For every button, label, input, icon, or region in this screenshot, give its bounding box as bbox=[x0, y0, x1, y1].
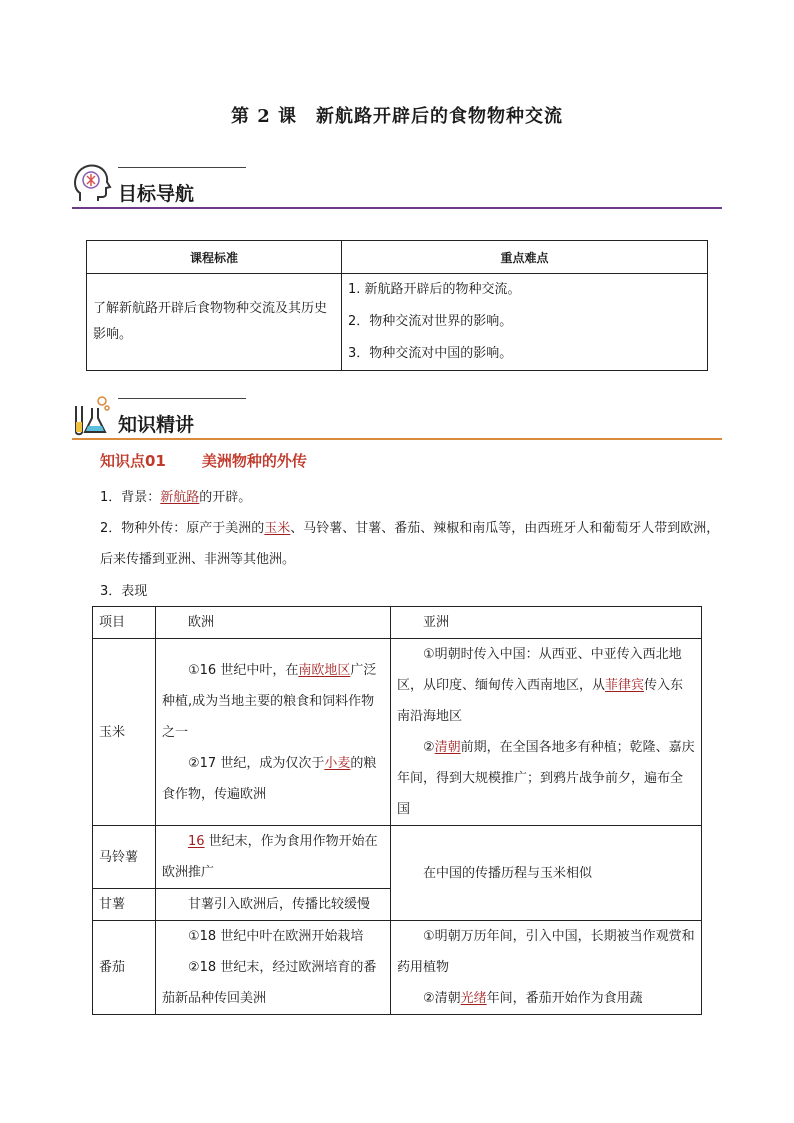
kp-name: 美洲物种的外传 bbox=[201, 452, 307, 470]
potato-sweetpotato-asia: 在中国的传播历程与玉米相似 bbox=[391, 826, 702, 921]
row-label-potato: 马铃薯 bbox=[93, 826, 156, 889]
corn-europe: ①16 世纪中叶，在南欧地区广泛种植,成为当地主要的粮食和饲料作物之一 ②17 世纪，成为仅次于小麦的粮食作物，传遍欧洲 bbox=[156, 639, 391, 826]
key-point: 2．物种交流对世界的影响。 bbox=[348, 314, 513, 329]
text: 1．背景： bbox=[100, 490, 161, 505]
text: 2．物种外传：原产于美洲的 bbox=[100, 521, 265, 536]
keyword: 玉米 bbox=[264, 521, 291, 536]
header-europe: 欧洲 bbox=[156, 607, 391, 639]
keyword: 清朝 bbox=[434, 740, 461, 755]
row-label-corn: 玉米 bbox=[93, 639, 156, 826]
section-heading: 知识精讲 bbox=[118, 414, 195, 436]
key-point: 3．物种交流对中国的影响。 bbox=[348, 346, 513, 361]
brain-head-icon bbox=[72, 163, 112, 205]
performance-label: 3．表现 bbox=[100, 584, 148, 599]
header-topline bbox=[118, 398, 246, 399]
section-divider bbox=[72, 207, 722, 209]
lab-flask-icon bbox=[72, 394, 112, 436]
row-label-sweet-potato: 甘薯 bbox=[93, 889, 156, 921]
header-topline bbox=[118, 167, 246, 168]
row-label-tomato: 番茄 bbox=[93, 921, 156, 1015]
section-header-knowledge bbox=[72, 394, 722, 440]
keyword: 小麦 bbox=[324, 755, 351, 771]
species-table bbox=[92, 606, 702, 1015]
sweet-potato-europe: 甘薯引入欧洲后，传播比较缓慢 bbox=[156, 889, 391, 921]
keyword: 南欧地区 bbox=[298, 662, 351, 678]
keyword: 菲律宾 bbox=[605, 678, 645, 693]
goal-table-keypoints bbox=[342, 274, 708, 371]
section-heading: 目标导航 bbox=[118, 183, 195, 205]
header-asia: 亚洲 bbox=[391, 607, 702, 639]
header-item: 项目 bbox=[93, 607, 156, 639]
background-paragraph bbox=[100, 482, 720, 513]
text: 、马铃薯、甘薯、番茄、辣椒和南瓜等，由西班牙人和葡萄牙人带到欧洲，后来传播到亚洲、非洲等其他洲。 bbox=[100, 521, 720, 567]
section-header-goal bbox=[72, 163, 722, 209]
potato-europe: 16 世纪末，作为食用作物开始在欧洲推广 bbox=[156, 826, 391, 889]
tomato-europe: ①18 世纪中叶在欧洲开始栽培 ②18 世纪末，经过欧洲培育的番茄新品种传回美洲 bbox=[156, 921, 391, 1015]
corn-asia: ①明朝时传入中国：从西亚、中亚传入西北地区，从印度、缅甸传入西南地区，从菲律宾传入东南沿海地区 ②清朝前期，在全国各地多有种植；乾隆、嘉庆年间，得到大规模推广；到鸦片战争前夕，遍布全国 bbox=[391, 639, 702, 826]
goal-table bbox=[86, 240, 708, 371]
goal-table-standard: 了解新航路开辟后食物物种交流及其历史影响。 bbox=[87, 274, 342, 371]
keyword: 16 bbox=[188, 834, 205, 849]
key-point: 1. 新航路开辟后的物种交流。 bbox=[348, 282, 521, 297]
goal-table-header-standard: 课程标准 bbox=[87, 241, 342, 274]
keyword: 新航路 bbox=[160, 490, 200, 505]
knowledge-point-title bbox=[100, 450, 307, 471]
section-divider bbox=[72, 438, 722, 440]
goal-table-header-keypoints: 重点难点 bbox=[342, 241, 708, 274]
spread-paragraph bbox=[100, 513, 720, 575]
text: 的开辟。 bbox=[199, 490, 252, 505]
kp-number: 知识点01 bbox=[100, 452, 166, 470]
tomato-asia: ①明朝万历年间，引入中国，长期被当作观赏和药用植物 ②清朝光绪年间，番茄开始作为食用蔬 bbox=[391, 921, 702, 1015]
keyword: 光绪 bbox=[460, 991, 487, 1006]
page-title: 第 2 课 新航路开辟后的食物物种交流 bbox=[230, 106, 564, 127]
